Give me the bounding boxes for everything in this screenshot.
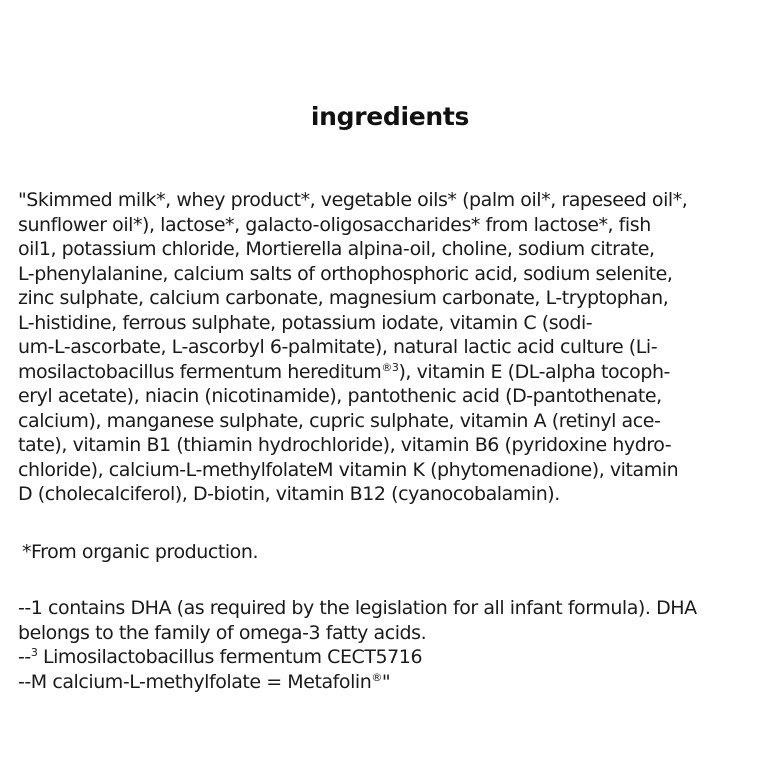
ingredients-line: sunflower oil*), lactose*, galacto-oligosaccharides* from lactose*, fish: [18, 213, 651, 236]
footnote-line: [18, 645, 768, 670]
ingredients-line: oil1, potassium chloride, Mortierella alpina-oil, choline, sodium citrate,: [18, 238, 655, 260]
footnote-sup: 3: [30, 646, 38, 659]
ingredients-line: L-phenylalanine, calcium salts of orthophosphoric acid, sodium selenite,: [18, 262, 673, 285]
ingredients-line: um-L-ascorbate, L-ascorbyl 6-palmitate), natural lactic acid culture (Li-: [18, 336, 658, 358]
footnote-line: [18, 596, 768, 621]
ingredients-line: D (cholecalciferol), D-biotin, vitamin B12 (cyanocobalamin).: [18, 483, 560, 505]
footnote-text: ": [381, 670, 391, 693]
footnote-text: belongs to the family of omega-3 fatty acids.: [18, 621, 427, 644]
footnote-text: --1 contains DHA (as required by the legislation for all infant formula). DHA: [18, 597, 697, 619]
ingredients-line-text: ), vitamin E (DL-alpha tocoph-: [398, 360, 670, 383]
footnote-text: --: [18, 646, 31, 668]
ingredients-line: calcium), manganese sulphate, cupric sulphate, vitamin A (retinyl ace-: [18, 409, 661, 432]
ingredients-text: [18, 188, 768, 507]
footnote-text: Limosilactobacillus fermentum CECT5716: [37, 646, 423, 668]
registered-mark: ®3: [381, 360, 399, 374]
ingredients-line: L-histidine, ferrous sulphate, potassium iodate, vitamin C (sodi-: [18, 311, 593, 334]
footnotes: [18, 596, 768, 694]
organic-note: *From organic production.: [22, 541, 259, 563]
ingredients-line-text: mosilactobacillus fermentum hereditum: [18, 360, 382, 383]
page-title: ingredients: [310, 102, 470, 131]
ingredients-line: [18, 360, 768, 385]
ingredients-line: "Skimmed milk*, whey product*, vegetable oils* (palm oil*, rapeseed oil*,: [18, 189, 688, 211]
registered-mark: ®: [371, 670, 382, 684]
ingredients-line: eryl acetate), niacin (nicotinamide), pantothenic acid (D-pantothenate,: [18, 385, 662, 407]
footnote-line: [18, 670, 768, 695]
footnote-text: --M calcium-L-methylfolate = Metafolin: [18, 670, 372, 693]
footnote-line: [18, 621, 768, 646]
ingredients-line: zinc sulphate, calcium carbonate, magnesium carbonate, L-tryptophan,: [18, 287, 669, 309]
ingredients-line: chloride), calcium-L-methylfolateM vitamin K (phytomenadione), vitamin: [18, 458, 679, 481]
ingredients-line: tate), vitamin B1 (thiamin hydrochloride), vitamin B6 (pyridoxine hydro-: [18, 434, 672, 456]
